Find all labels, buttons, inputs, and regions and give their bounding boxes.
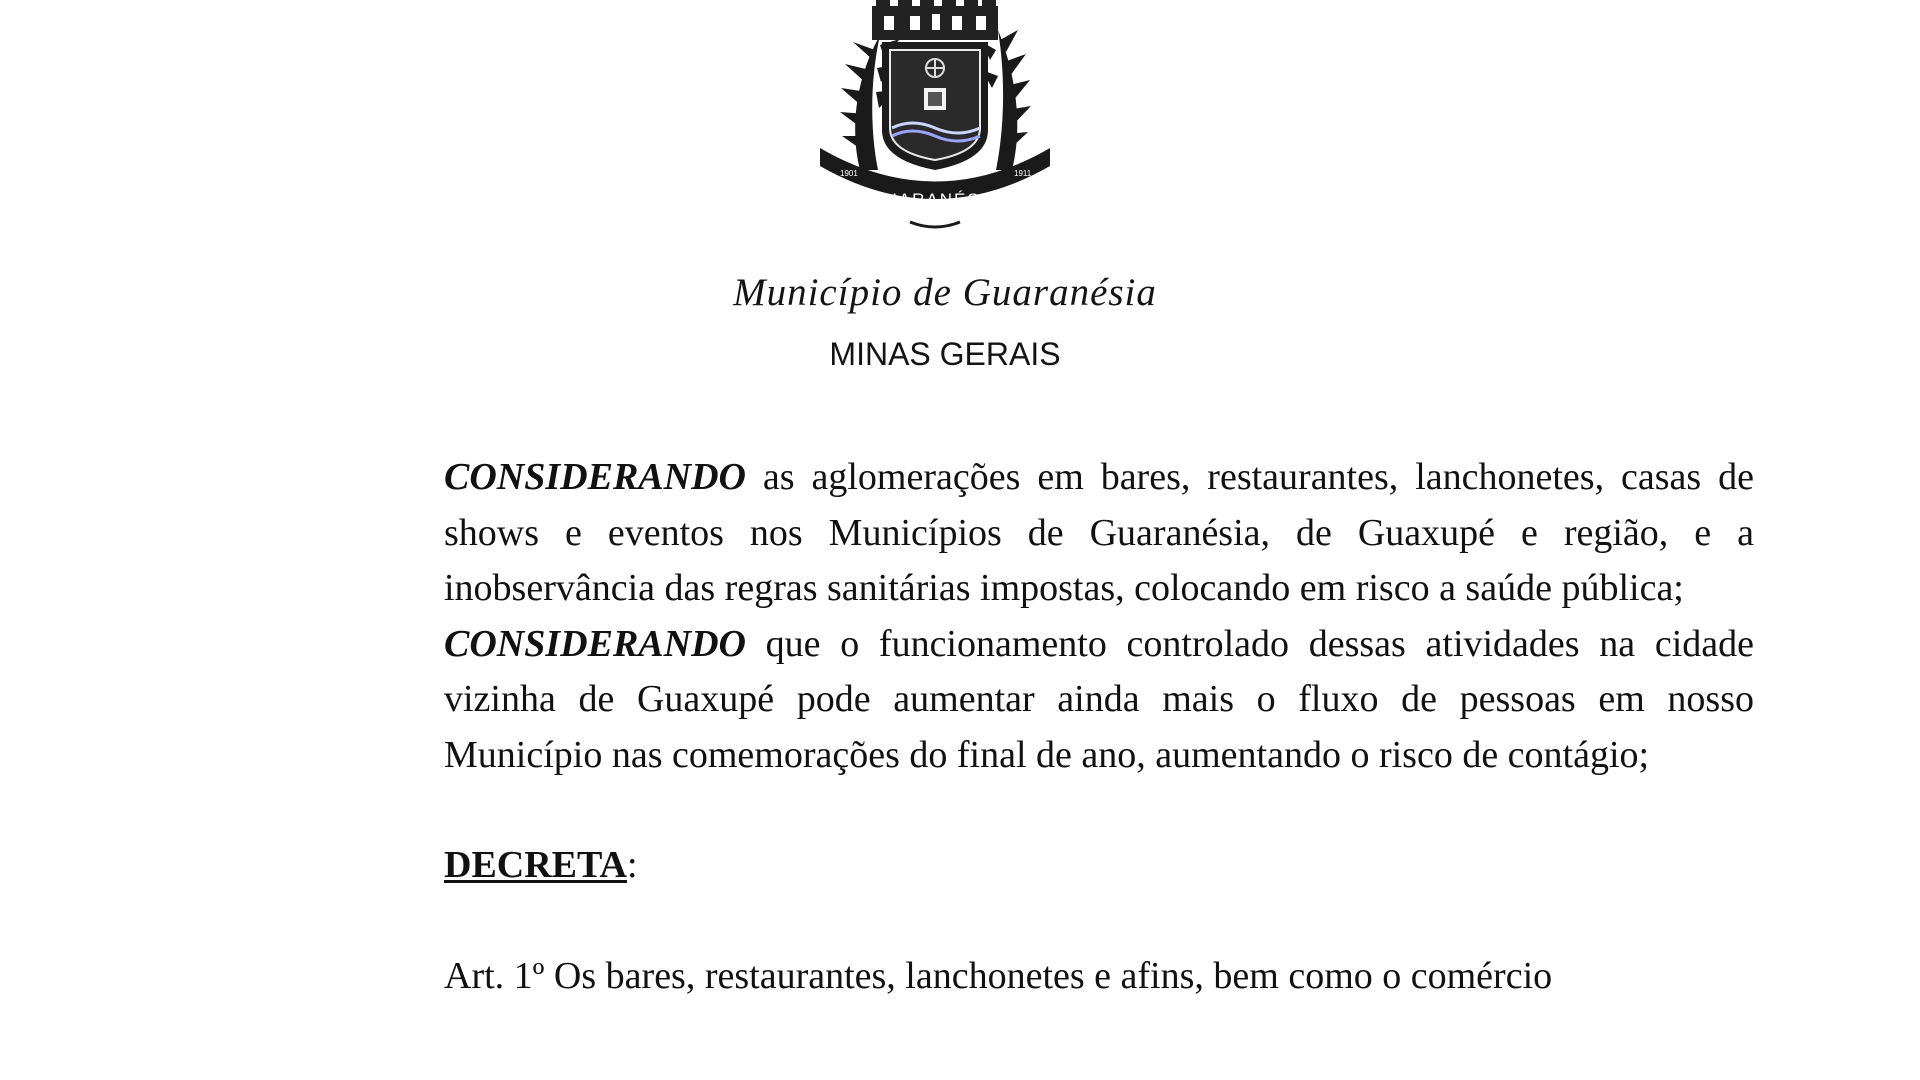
crest-name-text: GUARANÉSIA [869, 190, 1001, 209]
decreta-heading [444, 838, 1754, 894]
state-name: MINAS GERAIS [829, 336, 1061, 372]
municipality-name: Município de Guaranésia [733, 271, 1157, 314]
article-1: Art. 1º Os bares, restaurantes, lanchonetes e afins, bem como o comércio [444, 954, 1553, 997]
mural-crown [872, 0, 998, 40]
spacer [444, 894, 1754, 949]
spacer [444, 783, 1754, 838]
considerando-paragraph-1 [444, 450, 1754, 617]
crest-year-right: 1911 [1014, 169, 1032, 178]
shield [882, 42, 988, 170]
paragraph-text: as aglomerações em bares, restaurantes, lanchonetes, casas de shows e eventos nos Municípios de Guaranésia, de Guaxupé e região, e a inobservância das regras sanitárias impostas, colocando em risco a saúde pública; [444, 456, 1754, 609]
considerando-paragraph-2 [444, 617, 1754, 784]
paragraph-text: que o funcionamento controlado dessas atividades na cidade vizinha de Guaxupé pode aumentar ainda mais o fluxo de pessoas em nosso Município nas comemorações do final de ano, aumentando o risco de contágio; [444, 622, 1754, 776]
decreta-colon: : [627, 844, 638, 886]
right-branch [982, 30, 1031, 170]
considerando-keyword: CONSIDERANDO [444, 622, 746, 665]
municipal-coat-of-arms [800, 0, 1070, 235]
considerando-keyword: CONSIDERANDO [444, 456, 746, 498]
decree-body [444, 450, 1754, 1004]
decreta-label: DECRETA [444, 844, 627, 886]
crest-year-left: 1901 [840, 169, 858, 178]
